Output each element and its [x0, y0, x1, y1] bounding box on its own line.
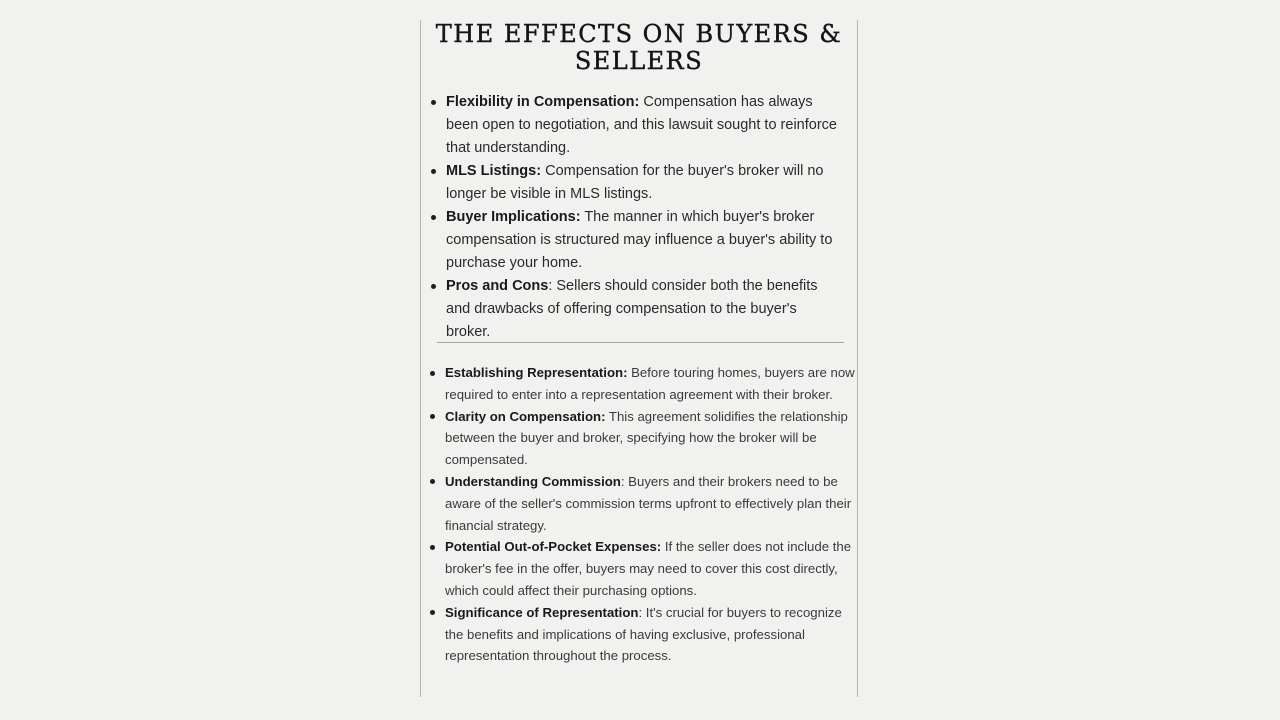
list-item-text: Compensation has always been open to negotiation, and this lawsuit sought to reinforce that understanding.	[446, 94, 837, 156]
list-item	[421, 602, 858, 667]
list-item-text: : It's crucial for buyers to recognize the benefits and implications of having exclusive, professional representation throughout the process.	[445, 604, 842, 664]
list-item-text: This agreement solidifies the relationship between the buyer and broker, specifying how the broker will be compensated.	[445, 408, 848, 468]
list-item-term: Clarity on Compensation:	[445, 408, 606, 424]
buyers-bullet-list	[421, 362, 858, 667]
list-item	[421, 362, 858, 406]
list-item-term: Understanding Commission	[445, 473, 621, 489]
list-item-term: MLS Listings:	[446, 163, 542, 179]
list-item	[422, 160, 842, 206]
list-item	[422, 206, 842, 275]
list-item	[421, 406, 858, 471]
list-item-term: Pros and Cons	[446, 278, 549, 294]
list-item-term: Flexibility in Compensation:	[446, 94, 640, 110]
list-item-text: The manner in which buyer's broker compensation is structured may influence a buyer's ability to purchase your home.	[446, 209, 833, 271]
list-item	[421, 536, 858, 601]
section-divider	[437, 342, 844, 343]
list-item-text: Compensation for the buyer's broker will no longer be visible in MLS listings.	[446, 163, 824, 202]
content-card	[420, 20, 858, 697]
list-item-text: : Sellers should consider both the benefits and drawbacks of offering compensation to the buyer's broker.	[446, 278, 818, 340]
list-item-term: Establishing Representation:	[445, 365, 628, 380]
page-title: THE EFFECTS ON BUYERS & SELLERS	[435, 20, 843, 75]
list-item	[422, 275, 842, 344]
list-item	[421, 471, 858, 536]
list-item	[422, 91, 842, 160]
list-item-term: Buyer Implications:	[446, 209, 581, 225]
sellers-bullet-list	[422, 91, 842, 344]
list-item-term: Potential Out-of-Pocket Expenses:	[445, 539, 662, 555]
list-item-text: If the seller does not include the broker's fee in the offer, buyers may need to cover this cost directly, which could affect their purchasing options.	[445, 539, 852, 598]
list-item-term: Significance of Representation	[445, 604, 639, 620]
list-item-text: : Buyers and their brokers need to be aware of the seller's commission terms upfront to effectively plan their financial strategy.	[445, 473, 852, 533]
list-item-text: Before touring homes, buyers are now required to enter into a representation agreement with their broker.	[445, 365, 855, 402]
